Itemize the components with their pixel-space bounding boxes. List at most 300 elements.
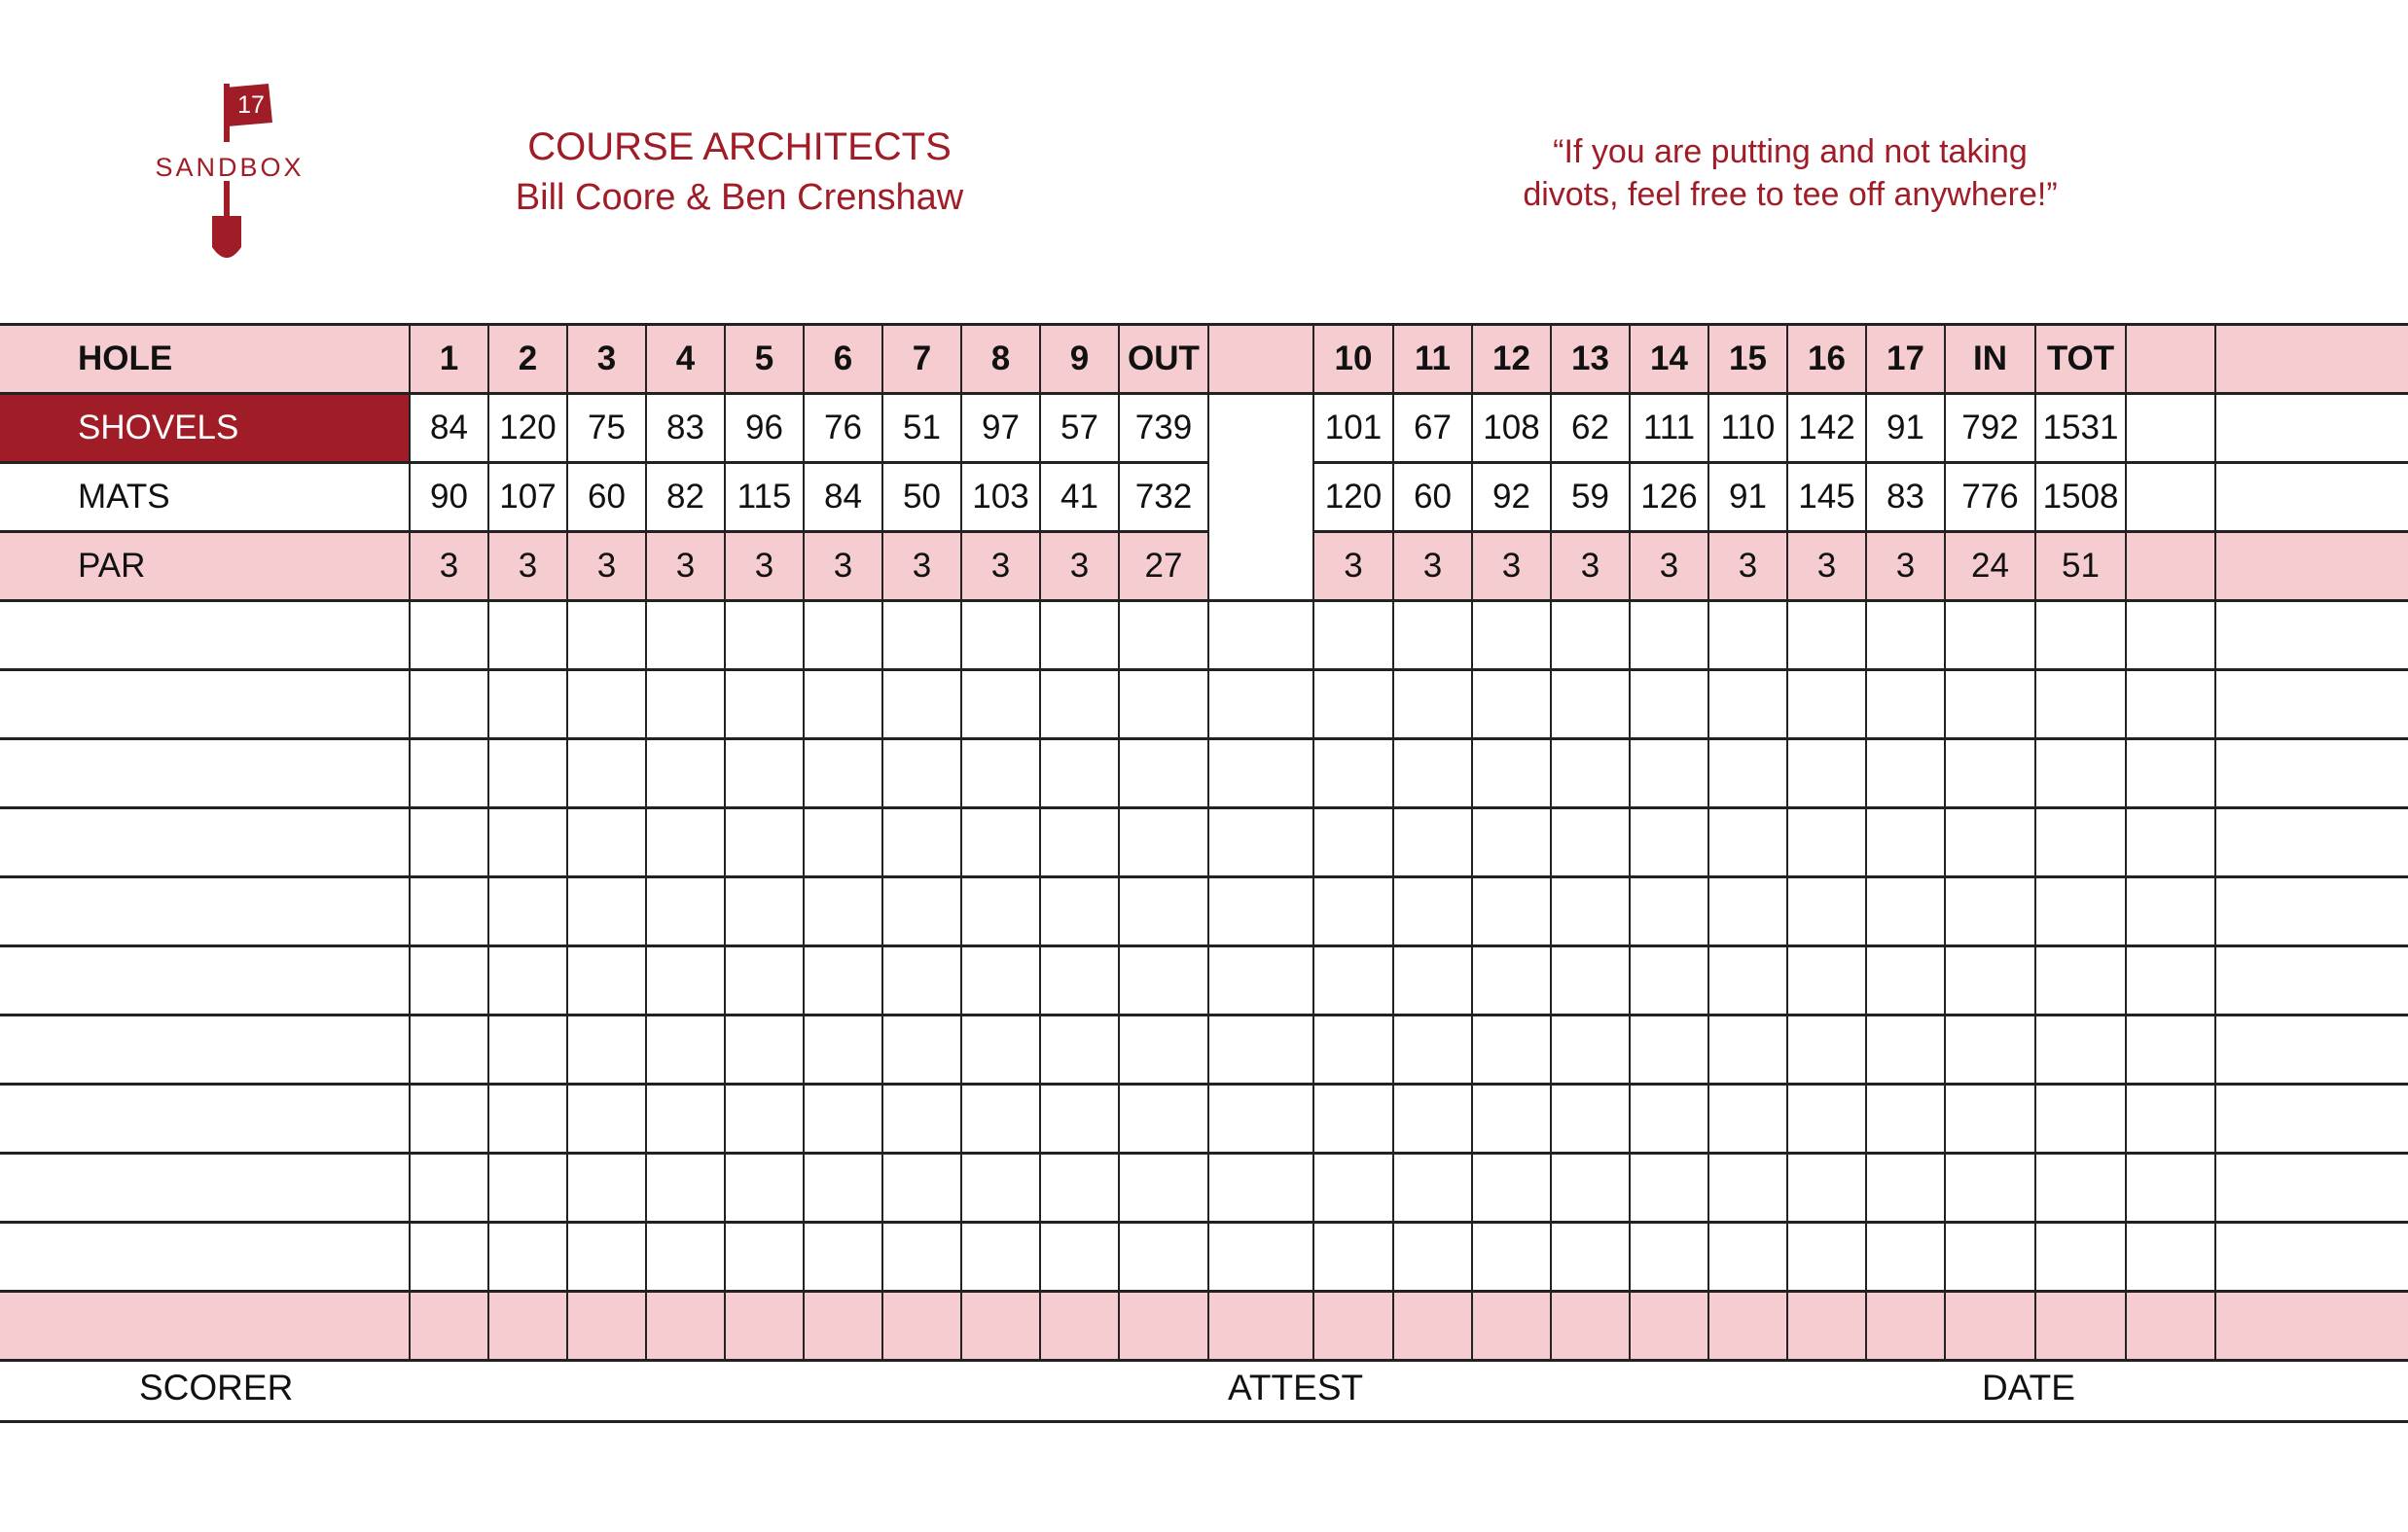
score-cell[interactable] <box>646 1292 725 1361</box>
score-cell[interactable] <box>1708 808 1787 877</box>
hole-value: 3 <box>1393 532 1472 601</box>
score-cell[interactable] <box>1313 670 1393 739</box>
score-cell[interactable] <box>1393 670 1472 739</box>
score-cell[interactable] <box>2035 1223 2126 1292</box>
player-name-cell[interactable] <box>0 946 410 1015</box>
score-cell[interactable] <box>1708 1154 1787 1223</box>
score-cell[interactable] <box>1551 1154 1630 1223</box>
score-cell[interactable] <box>1708 1223 1787 1292</box>
score-cell[interactable] <box>1313 808 1393 877</box>
score-cell[interactable] <box>1208 670 1313 739</box>
score-cell[interactable] <box>725 1223 804 1292</box>
score-cell[interactable] <box>1208 1015 1313 1085</box>
score-cell[interactable] <box>1945 1223 2035 1292</box>
score-cell[interactable] <box>1866 1015 1945 1085</box>
score-cell[interactable] <box>1393 601 1472 670</box>
score-cell[interactable] <box>804 1154 882 1223</box>
score-cell[interactable] <box>725 1154 804 1223</box>
score-cell[interactable] <box>1630 946 1708 1015</box>
tot-label: TOT <box>2035 325 2126 394</box>
score-cell[interactable] <box>1787 1223 1866 1292</box>
score-cell[interactable] <box>1945 739 2035 808</box>
score-cell[interactable] <box>2126 1223 2215 1292</box>
score-cell[interactable] <box>961 1015 1040 1085</box>
score-cell[interactable] <box>961 739 1040 808</box>
out-value: 732 <box>1119 463 1208 532</box>
score-cell[interactable] <box>1208 739 1313 808</box>
score-cell[interactable] <box>1472 1223 1551 1292</box>
score-cell[interactable] <box>1472 670 1551 739</box>
player-name-cell[interactable] <box>0 601 410 670</box>
score-cell[interactable] <box>567 1085 646 1154</box>
score-cell[interactable] <box>882 1292 961 1361</box>
score-cell[interactable] <box>1866 739 1945 808</box>
score-cell[interactable] <box>725 877 804 946</box>
hole-value: 97 <box>961 394 1040 463</box>
score-cell[interactable] <box>725 1292 804 1361</box>
score-cell[interactable] <box>488 1292 567 1361</box>
row-label: MATS <box>0 463 410 532</box>
score-cell[interactable] <box>567 946 646 1015</box>
score-cell[interactable] <box>2126 601 2215 670</box>
score-cell[interactable] <box>1040 1015 1119 1085</box>
score-cell[interactable] <box>961 1223 1040 1292</box>
score-cell[interactable] <box>725 1085 804 1154</box>
score-cell[interactable] <box>1393 946 1472 1015</box>
hole-header-row <box>0 325 2408 394</box>
score-cell[interactable] <box>2215 670 2408 739</box>
score-cell[interactable] <box>1945 946 2035 1015</box>
player-name-cell[interactable] <box>0 1223 410 1292</box>
score-cell[interactable] <box>1119 1015 1208 1085</box>
score-cell[interactable] <box>804 1223 882 1292</box>
score-cell[interactable] <box>646 601 725 670</box>
score-cell[interactable] <box>1040 877 1119 946</box>
score-cell[interactable] <box>1708 946 1787 1015</box>
score-cell[interactable] <box>1313 601 1393 670</box>
score-cell[interactable] <box>1945 1292 2035 1361</box>
score-cell[interactable] <box>2126 1085 2215 1154</box>
score-cell[interactable] <box>882 601 961 670</box>
score-cell[interactable] <box>2035 808 2126 877</box>
score-cell[interactable] <box>1630 877 1708 946</box>
score-cell[interactable] <box>1866 877 1945 946</box>
score-cell[interactable] <box>1393 1015 1472 1085</box>
hole-value: 3 <box>1472 532 1551 601</box>
score-cell[interactable] <box>725 739 804 808</box>
score-cell[interactable] <box>567 1292 646 1361</box>
score-cell[interactable] <box>410 739 488 808</box>
extra-cell <box>2126 325 2215 394</box>
score-cell[interactable] <box>1208 808 1313 877</box>
score-cell[interactable] <box>2215 739 2408 808</box>
score-cell[interactable] <box>2126 670 2215 739</box>
score-cell[interactable] <box>2215 1154 2408 1223</box>
score-cell[interactable] <box>1866 1154 1945 1223</box>
hole-value: 83 <box>646 394 725 463</box>
score-cell[interactable] <box>961 946 1040 1015</box>
score-cell[interactable] <box>1945 1154 2035 1223</box>
score-cell[interactable] <box>488 946 567 1015</box>
score-cell[interactable] <box>1040 946 1119 1015</box>
score-cell[interactable] <box>2035 1085 2126 1154</box>
score-cell[interactable] <box>410 1292 488 1361</box>
score-cell[interactable] <box>1787 1154 1866 1223</box>
logo-text: SANDBOX <box>155 153 305 182</box>
score-cell[interactable] <box>2126 1015 2215 1085</box>
out-label: OUT <box>1119 325 1208 394</box>
score-cell[interactable] <box>1551 601 1630 670</box>
score-cell[interactable] <box>804 877 882 946</box>
score-cell[interactable] <box>2215 946 2408 1015</box>
out-value: 27 <box>1119 532 1208 601</box>
hole-value: 84 <box>804 463 882 532</box>
score-cell[interactable] <box>804 739 882 808</box>
player-name-cell[interactable] <box>0 808 410 877</box>
score-cell[interactable] <box>1313 946 1393 1015</box>
score-cell[interactable] <box>1119 1292 1208 1361</box>
score-cell[interactable] <box>646 1085 725 1154</box>
score-cell[interactable] <box>961 1154 1040 1223</box>
score-cell[interactable] <box>882 1154 961 1223</box>
score-cell[interactable] <box>1945 601 2035 670</box>
score-cell[interactable] <box>2126 739 2215 808</box>
score-cell[interactable] <box>804 1085 882 1154</box>
score-cell[interactable] <box>725 601 804 670</box>
score-cell[interactable] <box>1040 739 1119 808</box>
score-cell[interactable] <box>2126 946 2215 1015</box>
score-cell[interactable] <box>725 670 804 739</box>
score-cell[interactable] <box>961 877 1040 946</box>
score-cell[interactable] <box>1119 1154 1208 1223</box>
score-cell[interactable] <box>1551 946 1630 1015</box>
score-cell[interactable] <box>567 670 646 739</box>
score-cell[interactable] <box>1472 739 1551 808</box>
score-cell[interactable] <box>1551 739 1630 808</box>
score-cell[interactable] <box>1208 946 1313 1015</box>
score-cell[interactable] <box>1551 670 1630 739</box>
score-cell[interactable] <box>725 946 804 1015</box>
score-cell[interactable] <box>567 739 646 808</box>
score-cell[interactable] <box>1787 1085 1866 1154</box>
score-cell[interactable] <box>1866 1292 1945 1361</box>
score-cell[interactable] <box>567 1154 646 1223</box>
score-cell[interactable] <box>1472 946 1551 1015</box>
score-cell[interactable] <box>1945 808 2035 877</box>
player-name-cell[interactable] <box>0 877 410 946</box>
score-cell[interactable] <box>567 1223 646 1292</box>
score-cell[interactable] <box>1208 877 1313 946</box>
score-cell[interactable] <box>488 670 567 739</box>
score-cell[interactable] <box>1208 601 1313 670</box>
score-cell[interactable] <box>1787 1015 1866 1085</box>
player-name-cell[interactable] <box>0 1154 410 1223</box>
score-cell[interactable] <box>1472 1154 1551 1223</box>
score-cell[interactable] <box>1472 601 1551 670</box>
score-cell[interactable] <box>1630 808 1708 877</box>
score-cell[interactable] <box>1866 1223 1945 1292</box>
hole-value: 111 <box>1630 394 1708 463</box>
score-cell[interactable] <box>1866 946 1945 1015</box>
score-cell[interactable] <box>1630 739 1708 808</box>
score-cell[interactable] <box>1630 1015 1708 1085</box>
extra-cell <box>2215 325 2408 394</box>
hole-value: 82 <box>646 463 725 532</box>
score-cell[interactable] <box>1866 808 1945 877</box>
score-cell[interactable] <box>646 946 725 1015</box>
score-cell[interactable] <box>2215 1292 2408 1361</box>
score-cell[interactable] <box>2035 1015 2126 1085</box>
gap-cell <box>1208 463 1313 532</box>
score-cell[interactable] <box>567 808 646 877</box>
score-cell[interactable] <box>1040 1085 1119 1154</box>
score-cell[interactable] <box>410 601 488 670</box>
score-cell[interactable] <box>567 877 646 946</box>
score-cell[interactable] <box>410 1223 488 1292</box>
score-cell[interactable] <box>882 739 961 808</box>
score-cell[interactable] <box>1708 601 1787 670</box>
score-cell[interactable] <box>1208 1085 1313 1154</box>
score-cell[interactable] <box>1708 1292 1787 1361</box>
score-cell[interactable] <box>2215 808 2408 877</box>
score-cell[interactable] <box>410 1154 488 1223</box>
score-cell[interactable] <box>488 1085 567 1154</box>
score-cell[interactable] <box>646 739 725 808</box>
score-cell[interactable] <box>410 808 488 877</box>
score-cell[interactable] <box>1708 877 1787 946</box>
score-cell[interactable] <box>1208 1292 1313 1361</box>
score-cell[interactable] <box>961 808 1040 877</box>
score-cell[interactable] <box>488 1223 567 1292</box>
score-cell[interactable] <box>2035 670 2126 739</box>
architects-names: Bill Coore & Ben Crenshaw <box>515 177 964 218</box>
score-cell[interactable] <box>2126 1154 2215 1223</box>
hole-value: 101 <box>1313 394 1393 463</box>
score-cell[interactable] <box>961 601 1040 670</box>
score-cell[interactable] <box>1119 739 1208 808</box>
score-cell[interactable] <box>410 946 488 1015</box>
score-cell[interactable] <box>1472 877 1551 946</box>
score-cell[interactable] <box>1119 1223 1208 1292</box>
score-cell[interactable] <box>1119 1085 1208 1154</box>
score-cell[interactable] <box>646 1015 725 1085</box>
in-value: 776 <box>1945 463 2035 532</box>
score-cell[interactable] <box>2035 1292 2126 1361</box>
score-cell[interactable] <box>1040 1292 1119 1361</box>
score-cell[interactable] <box>2215 877 2408 946</box>
tot-value: 1508 <box>2035 463 2126 532</box>
score-cell[interactable] <box>961 1085 1040 1154</box>
score-cell[interactable] <box>1945 1085 2035 1154</box>
score-cell[interactable] <box>882 670 961 739</box>
score-cell[interactable] <box>1630 670 1708 739</box>
score-cell[interactable] <box>1787 877 1866 946</box>
score-cell[interactable] <box>1313 1292 1393 1361</box>
score-cell[interactable] <box>1472 1292 1551 1361</box>
score-cell[interactable] <box>488 739 567 808</box>
player-name-cell[interactable] <box>0 739 410 808</box>
score-cell[interactable] <box>2215 1015 2408 1085</box>
score-cell[interactable] <box>725 808 804 877</box>
score-cell[interactable] <box>1313 1223 1393 1292</box>
player-name-cell[interactable] <box>0 670 410 739</box>
score-cell[interactable] <box>804 808 882 877</box>
score-row <box>0 670 2408 739</box>
score-cell[interactable] <box>2035 601 2126 670</box>
score-cell[interactable] <box>1630 1154 1708 1223</box>
score-cell[interactable] <box>1313 1154 1393 1223</box>
score-row <box>0 1015 2408 1085</box>
score-cell[interactable] <box>1208 1154 1313 1223</box>
score-cell[interactable] <box>1945 670 2035 739</box>
score-cell[interactable] <box>567 601 646 670</box>
score-cell[interactable] <box>1040 670 1119 739</box>
score-cell[interactable] <box>1393 877 1472 946</box>
score-cell[interactable] <box>1393 1085 1472 1154</box>
score-cell[interactable] <box>1708 739 1787 808</box>
score-cell[interactable] <box>488 601 567 670</box>
score-cell[interactable] <box>1787 670 1866 739</box>
score-cell[interactable] <box>2215 1085 2408 1154</box>
hole-value: 120 <box>1313 463 1393 532</box>
score-cell[interactable] <box>1866 670 1945 739</box>
score-cell[interactable] <box>2126 808 2215 877</box>
score-cell[interactable] <box>1787 601 1866 670</box>
score-cell[interactable] <box>1040 1154 1119 1223</box>
score-cell[interactable] <box>1945 1015 2035 1085</box>
score-cell[interactable] <box>1313 1015 1393 1085</box>
score-cell[interactable] <box>488 1015 567 1085</box>
score-cell[interactable] <box>1787 808 1866 877</box>
score-cell[interactable] <box>1551 1085 1630 1154</box>
hole-value: 51 <box>882 394 961 463</box>
score-cell[interactable] <box>961 670 1040 739</box>
score-cell[interactable] <box>410 1085 488 1154</box>
score-cell[interactable] <box>1708 1015 1787 1085</box>
score-cell[interactable] <box>488 1154 567 1223</box>
score-cell[interactable] <box>488 877 567 946</box>
score-cell[interactable] <box>2215 1223 2408 1292</box>
hole-number: 14 <box>1630 325 1708 394</box>
hole-value: 92 <box>1472 463 1551 532</box>
score-cell[interactable] <box>1472 1085 1551 1154</box>
score-cell[interactable] <box>1313 877 1393 946</box>
score-cell[interactable] <box>1787 1292 1866 1361</box>
score-cell[interactable] <box>1119 877 1208 946</box>
score-cell[interactable] <box>1708 670 1787 739</box>
score-cell[interactable] <box>1119 946 1208 1015</box>
scorer-label: SCORER <box>139 1368 294 1407</box>
score-cell[interactable] <box>804 601 882 670</box>
score-cell[interactable] <box>1708 1085 1787 1154</box>
score-cell[interactable] <box>804 1292 882 1361</box>
tot-value: 51 <box>2035 532 2126 601</box>
player-name-cell[interactable] <box>0 1085 410 1154</box>
score-cell[interactable] <box>1866 1085 1945 1154</box>
score-cell[interactable] <box>1866 601 1945 670</box>
hole-value: 3 <box>410 532 488 601</box>
score-cell[interactable] <box>882 808 961 877</box>
score-cell[interactable] <box>410 877 488 946</box>
score-cell[interactable] <box>882 1223 961 1292</box>
score-cell[interactable] <box>646 877 725 946</box>
score-cell[interactable] <box>646 808 725 877</box>
score-cell[interactable] <box>2126 1292 2215 1361</box>
score-cell[interactable] <box>646 1223 725 1292</box>
score-cell[interactable] <box>1040 601 1119 670</box>
score-cell[interactable] <box>1208 1223 1313 1292</box>
score-cell[interactable] <box>804 1015 882 1085</box>
score-cell[interactable] <box>1393 739 1472 808</box>
hole-number: 16 <box>1787 325 1866 394</box>
score-cell[interactable] <box>961 1292 1040 1361</box>
score-cell[interactable] <box>2215 601 2408 670</box>
score-cell[interactable] <box>1313 1085 1393 1154</box>
score-cell[interactable] <box>646 670 725 739</box>
score-cell[interactable] <box>646 1154 725 1223</box>
score-cell[interactable] <box>804 946 882 1015</box>
score-cell[interactable] <box>1472 1015 1551 1085</box>
score-cell[interactable] <box>1393 1292 1472 1361</box>
score-cell[interactable] <box>882 1085 961 1154</box>
score-cell[interactable] <box>1551 808 1630 877</box>
score-cell[interactable] <box>1551 1223 1630 1292</box>
score-cell[interactable] <box>2035 877 2126 946</box>
score-cell[interactable] <box>1472 808 1551 877</box>
score-cell[interactable] <box>1119 808 1208 877</box>
score-cell[interactable] <box>1393 1154 1472 1223</box>
score-cell[interactable] <box>410 670 488 739</box>
score-cell[interactable] <box>2035 739 2126 808</box>
score-cell[interactable] <box>1787 739 1866 808</box>
hole-value: 108 <box>1472 394 1551 463</box>
row-label: PAR <box>0 532 410 601</box>
score-cell[interactable] <box>1630 1085 1708 1154</box>
score-cell[interactable] <box>1630 601 1708 670</box>
score-cell[interactable] <box>882 1015 961 1085</box>
score-cell[interactable] <box>2126 877 2215 946</box>
hole-number: 4 <box>646 325 725 394</box>
player-name-cell[interactable] <box>0 1015 410 1085</box>
score-cell[interactable] <box>567 1015 646 1085</box>
score-cell[interactable] <box>1630 1223 1708 1292</box>
player-name-cell[interactable] <box>0 1292 410 1361</box>
score-cell[interactable] <box>804 670 882 739</box>
score-cell[interactable] <box>1119 601 1208 670</box>
score-cell[interactable] <box>2035 946 2126 1015</box>
score-cell[interactable] <box>725 1015 804 1085</box>
score-cell[interactable] <box>410 1015 488 1085</box>
score-cell[interactable] <box>1040 1223 1119 1292</box>
score-row <box>0 1085 2408 1154</box>
score-cell[interactable] <box>1313 739 1393 808</box>
score-cell[interactable] <box>1551 1015 1630 1085</box>
score-cell[interactable] <box>1630 1292 1708 1361</box>
score-cell[interactable] <box>1119 670 1208 739</box>
hole-value: 3 <box>882 532 961 601</box>
score-cell[interactable] <box>488 808 567 877</box>
score-cell[interactable] <box>2035 1154 2126 1223</box>
score-cell[interactable] <box>1393 1223 1472 1292</box>
score-cell[interactable] <box>1551 1292 1630 1361</box>
score-cell[interactable] <box>1945 877 2035 946</box>
score-cell[interactable] <box>1787 946 1866 1015</box>
score-cell[interactable] <box>1040 808 1119 877</box>
score-cell[interactable] <box>1393 808 1472 877</box>
score-cell[interactable] <box>1551 877 1630 946</box>
score-cell[interactable] <box>882 946 961 1015</box>
score-cell[interactable] <box>882 877 961 946</box>
